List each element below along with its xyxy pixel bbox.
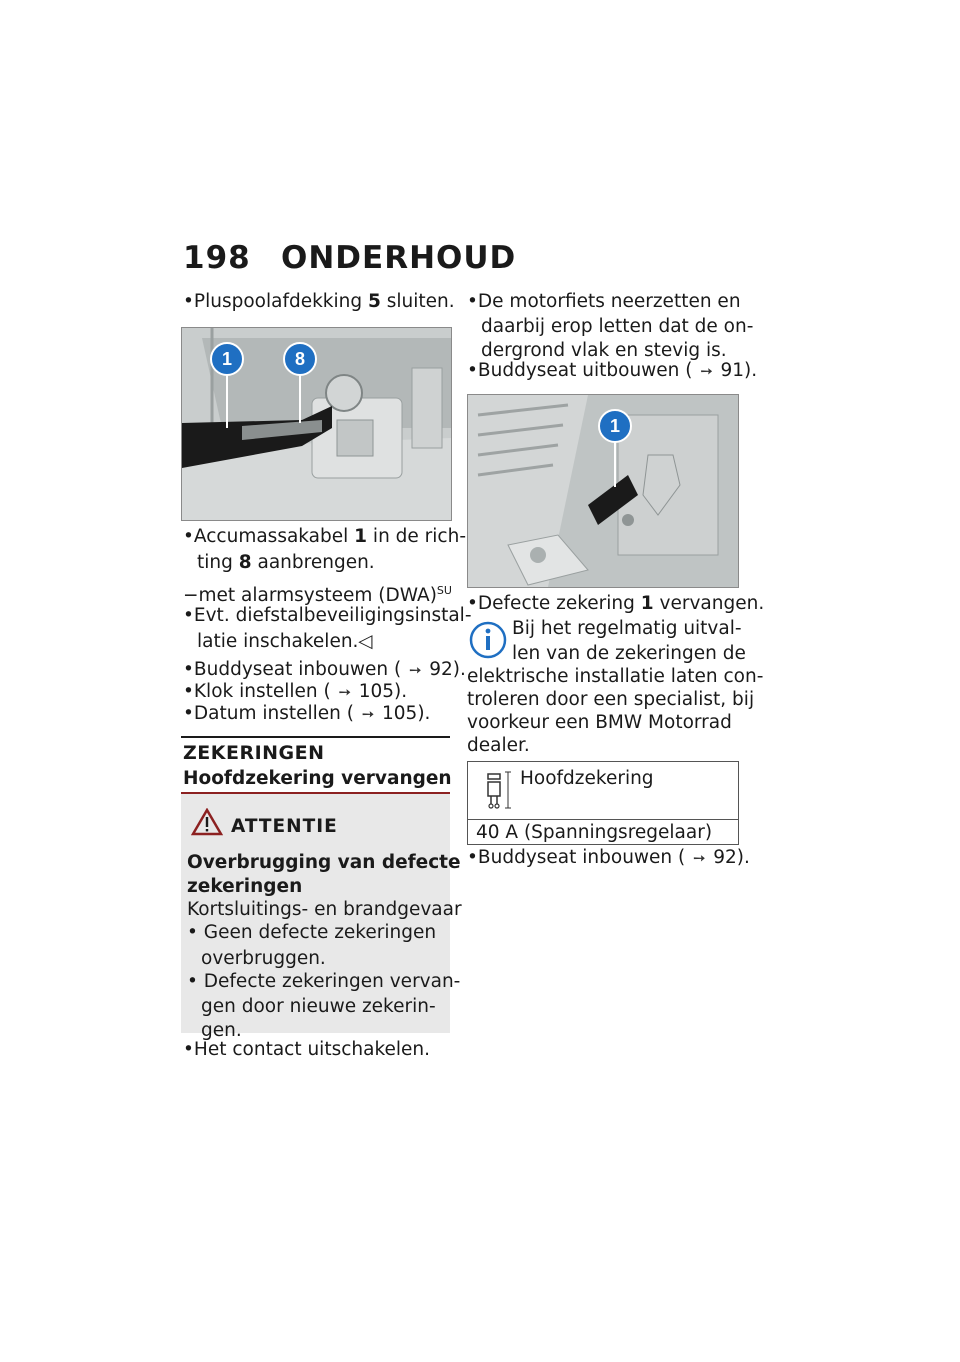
fuse-photo bbox=[467, 394, 739, 588]
step-install-buddyseat-2: • Buddyseat inbouwen ( ➙ 92). bbox=[467, 845, 750, 871]
section-title-fuses: ZEKERINGEN bbox=[183, 742, 325, 764]
option-code: SU bbox=[436, 584, 452, 597]
page-number: 198 bbox=[183, 240, 251, 276]
warning-heading-cont: zekeringen bbox=[187, 876, 303, 897]
info-text-cont: troleren door een specialist, bij bbox=[467, 689, 755, 710]
warning-item: • Geen defecte zekeringen bbox=[187, 922, 437, 943]
step-remove-buddyseat: • Buddyseat uitbouwen ( ➙ 91). bbox=[467, 358, 757, 384]
fuse-icon bbox=[480, 770, 512, 810]
warning-triangle-icon bbox=[191, 808, 223, 836]
warning-item: • Defecte zekeringen vervan- bbox=[187, 971, 461, 992]
fuse-spec-table bbox=[467, 761, 739, 845]
step-park-motorcycle-cont: daarbij erop letten dat de on- bbox=[481, 316, 754, 337]
step-park-motorcycle-cont: dergrond vlak en stevig is. bbox=[481, 340, 727, 361]
step-install-buddyseat: • Buddyseat inbouwen ( ➙ 92). bbox=[183, 657, 466, 683]
section-divider bbox=[181, 736, 450, 738]
subsection-title-main-fuse: Hoofdzekering vervangen bbox=[183, 768, 452, 789]
callout-line-1 bbox=[226, 373, 228, 428]
info-icon bbox=[468, 620, 508, 660]
warning-label: ATTENTIE bbox=[231, 816, 338, 837]
step-replace-fuse: • Defecte zekering 1 vervangen. bbox=[467, 591, 764, 617]
info-text-cont: voorkeur een BMW Motorrad bbox=[467, 712, 732, 733]
page-ref-arrow-icon: ➙ bbox=[338, 683, 352, 701]
warning-box bbox=[181, 792, 462, 1041]
warning-item-cont: gen. bbox=[201, 1020, 242, 1041]
step-set-clock: • Klok instellen ( ➙ 105). bbox=[183, 679, 407, 705]
warning-item-cont: gen door nieuwe zekerin- bbox=[201, 996, 436, 1017]
callout-line-8 bbox=[299, 373, 301, 423]
step-attach-ground-cable: • Accumassakabel 1 in de rich- bbox=[183, 524, 466, 550]
warning-heading: Overbrugging van defecte bbox=[187, 852, 461, 873]
page-ref-arrow-icon: ➙ bbox=[692, 849, 706, 867]
warning-item-cont: overbruggen. bbox=[201, 948, 326, 969]
step-activate-alarm: • Evt. diefstalbeveiligingsinstal- bbox=[183, 603, 472, 629]
page-ref-arrow-icon: ➙ bbox=[361, 705, 375, 723]
info-text: Bij het regelmatig uitval- bbox=[512, 618, 742, 639]
page-ref-arrow-icon: ➙ bbox=[408, 661, 422, 679]
callout-8: 8 bbox=[283, 342, 317, 376]
step-set-date: • Datum instellen ( ➙ 105). bbox=[183, 701, 430, 727]
step-activate-alarm-cont: latie inschakelen.◁ bbox=[197, 631, 373, 652]
step-park-motorcycle: • De motorfiets neerzetten en bbox=[467, 289, 741, 315]
info-text-cont: dealer. bbox=[467, 735, 530, 756]
info-text-cont: len van de zekeringen de bbox=[512, 643, 746, 664]
callout-1: 1 bbox=[598, 409, 632, 443]
page-ref-arrow-icon: ➙ bbox=[700, 362, 713, 380]
step-ignition-off: • Het contact uitschakelen. bbox=[183, 1037, 430, 1063]
spec-label: Hoofdzekering bbox=[520, 768, 654, 789]
callout-1: 1 bbox=[210, 342, 244, 376]
step-close-plus-cover: • Pluspoolafdekking 5 sluiten. bbox=[183, 289, 455, 315]
page-title: ONDERHOUD bbox=[281, 240, 517, 276]
step-attach-ground-cable-cont: ting 8 aanbrengen. bbox=[197, 552, 375, 573]
option-alarm-system: −met alarmsysteem (DWA)$^{SU}$ bbox=[183, 584, 452, 607]
spec-value: 40 A (Spanningsregelaar) bbox=[476, 822, 713, 843]
warning-risk: Kortsluitings- en brandgevaar bbox=[187, 899, 462, 920]
info-text-cont: elektrische installatie laten con- bbox=[467, 666, 764, 687]
battery-cable-photo bbox=[181, 327, 452, 521]
